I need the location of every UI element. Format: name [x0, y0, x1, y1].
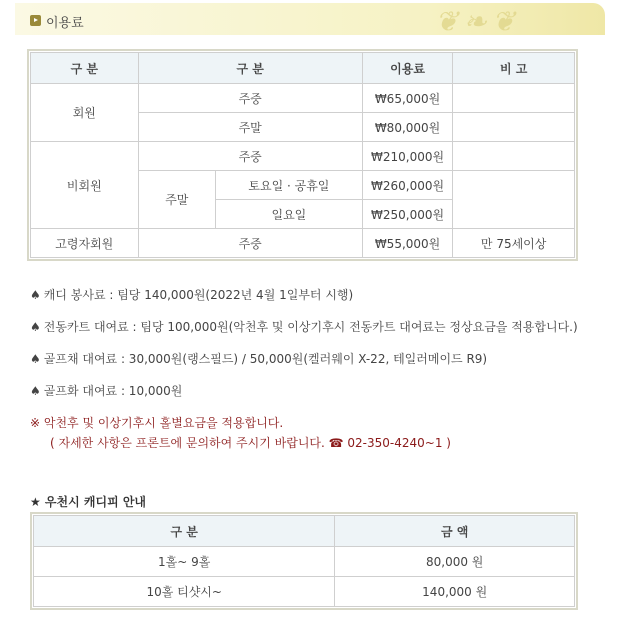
- note-shoes-text: 골프화 대여료 : 10,000원: [43, 384, 183, 398]
- ornament-decoration: ❦ ❧ ❦: [435, 5, 514, 38]
- senior-note: 만 75세이상: [453, 229, 575, 258]
- caddie-section-title: ★ 우천시 캐디피 안내: [30, 495, 147, 509]
- note-caddie: [30, 286, 353, 303]
- caddie-header-amount: 금 액: [335, 516, 575, 547]
- caddie-row-label: 1홀~ 9홀: [34, 547, 335, 577]
- caddie-table: [33, 515, 575, 607]
- note-cart-text: 전동카트 대여료 : 팀당 100,000원(악천후 및 이상기후시 전동카트 대여료는 정상요금을 적용합니다.): [43, 320, 578, 334]
- play-bullet-icon: [30, 15, 41, 26]
- nonmember-label: 비회원: [31, 142, 139, 229]
- section-header: [15, 3, 605, 38]
- table-header-row: [34, 516, 575, 547]
- header-category: 구 분: [31, 53, 139, 84]
- caddie-row-amount: 140,000 원: [335, 577, 575, 607]
- spade-icon: ♠: [30, 320, 41, 334]
- table-header-row: [31, 53, 575, 84]
- fee-table: [30, 52, 575, 258]
- note-clubs-text: 골프채 대여료 : 30,000원(랭스필드) / 50,000원(켈러웨이 X-22, 테일러메이드 R9): [43, 352, 488, 366]
- header-fee: 이용료: [362, 53, 452, 84]
- senior-label: 고령자회원: [31, 229, 139, 258]
- member-label: 회원: [31, 84, 139, 142]
- senior-weekday: 주중: [138, 229, 362, 258]
- caddie-row-amount: 80,000 원: [335, 547, 575, 577]
- member-weekend-fee: ₩80,000원: [362, 113, 452, 142]
- table-row: [34, 577, 575, 607]
- table-row: [31, 84, 575, 113]
- member-weekday: 주중: [138, 84, 362, 113]
- nonmember-weekday-fee: ₩210,000원: [362, 142, 452, 171]
- nonmember-saturday: 토요일 · 공휴일: [216, 171, 363, 200]
- header-subcategory: 구 분: [138, 53, 362, 84]
- member-weekday-fee: ₩65,000원: [362, 84, 452, 113]
- caddie-header-category: 구 분: [34, 516, 335, 547]
- page-title: 이용료: [46, 16, 84, 31]
- nonmember-weekday-note: [453, 142, 575, 171]
- note-clubs: [30, 350, 487, 367]
- table-row: [31, 142, 575, 171]
- nonmember-weekday: 주중: [138, 142, 362, 171]
- nonmember-weekend-note: [453, 171, 575, 229]
- nonmember-saturday-fee: ₩260,000원: [362, 171, 452, 200]
- note-shoes: [30, 382, 182, 399]
- nonmember-sunday-fee: ₩250,000원: [362, 200, 452, 229]
- note-caddie-text: 캐디 봉사료 : 팀당 140,000원(2022년 4월 1일부터 시행): [43, 288, 354, 302]
- spade-icon: ♠: [30, 288, 41, 302]
- caddie-row-label: 10홀 티샷시~: [34, 577, 335, 607]
- senior-fee: ₩55,000원: [362, 229, 452, 258]
- header-note: 비 고: [453, 53, 575, 84]
- spade-icon: ♠: [30, 352, 41, 366]
- table-row: [31, 229, 575, 258]
- table-row: [34, 547, 575, 577]
- nonmember-sunday: 일요일: [216, 200, 363, 229]
- note-cart: [30, 318, 578, 335]
- member-weekend-note: [453, 113, 575, 142]
- warning-contact: ( 자세한 사항은 프론트에 문의하여 주시기 바랍니다. ☎ 02-350-4240~1 ): [50, 436, 451, 450]
- member-weekday-note: [453, 84, 575, 113]
- nonmember-weekend: 주말: [138, 171, 215, 229]
- spade-icon: ♠: [30, 384, 41, 398]
- member-weekend: 주말: [138, 113, 362, 142]
- warning-text: ※ 악천후 및 이상기후시 홀별요금을 적용합니다.: [30, 416, 284, 430]
